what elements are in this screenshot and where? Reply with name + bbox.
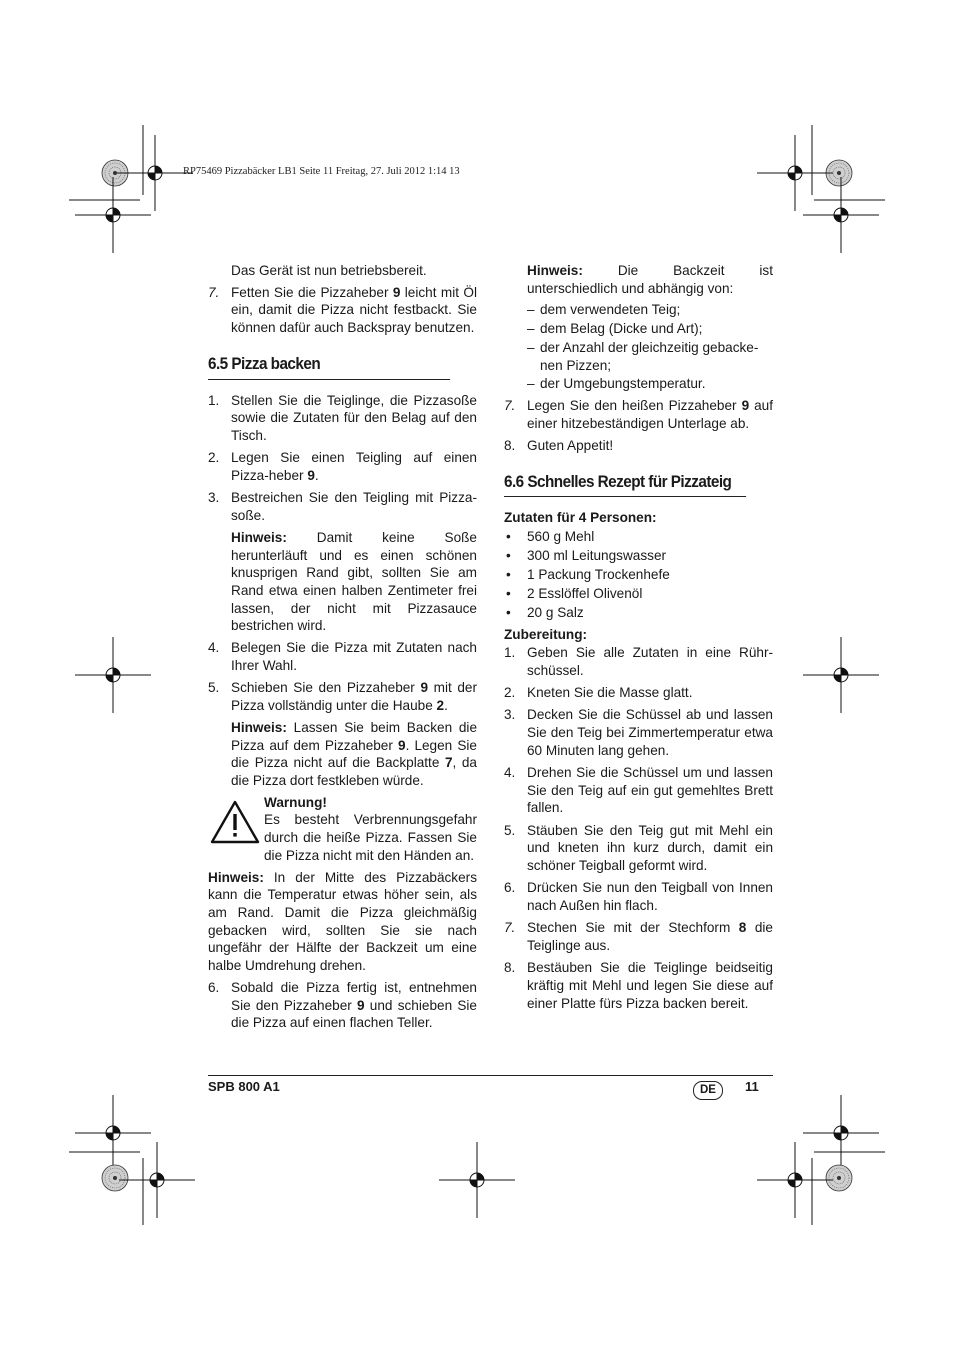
list-item: 8. Guten Appetit! [504,437,614,453]
print-slug: RP75469 Pizzabäcker LB1 Seite 11 Freitag, 27. Juli 2012 1:14 13 [183,166,460,177]
list-item: 6. Drücken Sie nun den Teigball von Innen nach Außen hin flach. [504,880,773,913]
dash-item: – der Umgebungstemperatur. [527,376,706,392]
list-item: 4. Belegen Sie die Pizza mit Zutaten nach Ihrer Wahl. [208,640,477,673]
list-item: 6. Sobald die Pizza fertig ist, entnehmen Sie den Pizzaheber 9 und schieben Sie die Pizza auf einen flachen Teller. [208,979,477,1031]
list-item: 5. Schieben Sie den Pizzaheber 9 mit der Pizza vollständig unter die Haube 2. [208,680,477,713]
warning-label: Warnung! [264,794,327,810]
list-item: 7. Legen Sie den heißen Pizzaheber 9 auf einer hitzebeständigen Unterlage ab. [504,397,773,431]
list-item: 3. Bestreichen Sie den Teigling mit Pizza-soße. [208,490,477,523]
registration-cross-icon [75,177,151,253]
warning-text: Es besteht Verbrennungsgefahr durch die heiße Pizza. Fassen Sie die Pizza nicht mit den Händen an. [264,812,477,863]
ingredient-item: • 300 ml Leitungswasser [506,547,667,563]
note-text: Hinweis: Die Backzeit ist unterschiedlich und abhängig von: [527,263,773,296]
footer-rule [208,1075,773,1076]
list-item: 2. Legen Sie einen Teigling auf einen Pizza-heber 9. [208,450,477,483]
dash-item: – dem verwendeten Teig; [527,302,681,318]
registration-cross-icon [803,1095,879,1171]
list-item: 7. Stechen Sie mit der Stechform 8 die Teiglinge aus. [504,920,773,953]
list-item: 8. Bestäuben Sie die Teiglinge beidseitig kräftig mit Mehl und legen Sie diese auf einer Platte fürs Pizza backen bereit. [504,960,773,1011]
ingredient-item: • 20 g Salz [506,604,584,620]
list-item: 5. Stäuben Sie den Teig gut mit Mehl ein und kneten ihn kurz durch, damit ein schöner Teigball geformt wird. [504,822,773,874]
ingredient-item: • 1 Packung Trockenhefe [506,566,670,582]
left-column [208,262,477,1036]
preparation-title: Zubereitung: [504,626,588,642]
ingredients-title: Zutaten für 4 Personen: [504,510,657,526]
registration-wheel-icon [102,1165,128,1191]
registration-cross-icon [75,1095,151,1171]
registration-cross-icon [75,637,151,713]
dash-item: – der Anzahl der gleichzeitig gebacke-nen Pizzen; [527,339,759,373]
registration-cross-icon [803,177,879,253]
intro-text: Das Gerät ist nun betriebsbereit. [231,263,427,278]
section-heading-6-6: 6.6 Schnelles Rezept für Pizzateig [504,467,746,498]
registration-cross-icon [119,1142,195,1218]
ingredient-item: • 2 Esslöffel Olivenöl [506,585,643,601]
warning-triangle-icon [210,800,260,844]
note-text: Hinweis: Lassen Sie beim Backen die Pizza auf dem Pizzaheber 9. Legen Sie die Pizza nicht auf die Backplatte 7, da die Pizza dort festkleben würde. [231,719,477,789]
list-item: 1. Stellen Sie die Teiglinge, die Pizzasoße sowie die Zutaten für den Belag auf den Tisch. [208,392,477,443]
note-text: Hinweis: In der Mitte des Pizzabäckers kann die Temperatur etwas höher sein, als am Rand. Damit die Pizza gleichmäßig gebacken wird, sollten Sie sie nach ungefähr der Hälfte der Backzeit um eine halbe Umdrehung drehen. [208,869,477,974]
list-item: 1. Geben Sie alle Zutaten in eine Rühr-schüssel. [504,645,773,679]
list-item: 7. Fetten Sie die Pizzaheber 9 leicht mit Öl ein, damit die Pizza nicht festbackt. Sie können dafür auch Backspray benutzen. [208,284,477,336]
registration-cross-icon [757,1142,833,1218]
list-item: 3. Decken Sie die Schüssel ab und lassen Sie den Teig bei Zimmertemperatur etwa 60 Minuten lang gehen. [504,707,773,758]
language-badge: DE [693,1081,723,1100]
note-text: Hinweis: Damit keine Soße herunterläuft und es einen schönen knusprigen Rand gibt, sollten Sie am Rand etwa einen halben Zentimeter frei lassen, der nicht mit Pizzasauce bestrichen wird. [231,529,477,634]
warning-block [208,794,477,865]
right-column [504,262,773,1017]
list-item: 4. Drehen Sie die Schüssel um und lassen Sie den Teig auf ein gut gemehltes Brett fallen. [504,765,773,816]
ingredient-item: • 560 g Mehl [506,528,595,544]
model-number: SPB 800 A1 [208,1079,280,1094]
page-number: 11 [745,1079,759,1094]
dash-item: – dem Belag (Dicke und Art); [527,321,703,337]
list-item: 2. Kneten Sie die Masse glatt. [504,685,693,701]
registration-cross-icon [803,637,879,713]
registration-cross-icon [439,1142,515,1218]
registration-wheel-icon [826,1165,852,1191]
section-heading-6-5: 6.5 Pizza backen [208,349,450,380]
